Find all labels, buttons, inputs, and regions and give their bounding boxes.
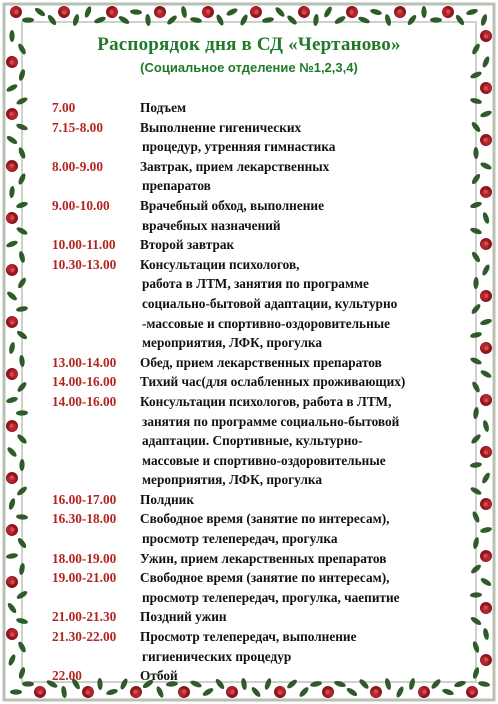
activity-line: мероприятия, ЛФК, прогулка — [142, 335, 323, 351]
leaf-ornament — [7, 653, 17, 666]
leaf-ornament — [130, 9, 142, 15]
page-subtitle: (Социальное отделение №1,2,3,4) — [140, 60, 358, 75]
leaf-ornament — [421, 6, 426, 18]
rose-ornament — [4, 574, 20, 590]
rose-ornament — [478, 392, 495, 409]
rose-ornament — [80, 684, 97, 701]
schedule-row — [52, 392, 472, 490]
schedule-time: 19.00-21.00 — [52, 570, 117, 586]
rose-ornament — [479, 341, 492, 354]
schedule-row — [52, 568, 472, 607]
schedule-activity — [140, 255, 472, 353]
rose-ornament — [4, 522, 21, 539]
leaf-ornament — [480, 526, 493, 534]
rose-ornament — [5, 263, 19, 277]
leaf-ornament — [479, 369, 492, 379]
leaf-ornament — [323, 6, 334, 19]
rose-ornament — [480, 238, 493, 251]
leaf-ornament — [473, 407, 480, 420]
rose-ornament — [177, 685, 192, 700]
schedule-activity — [140, 98, 472, 118]
schedule-row — [52, 509, 472, 548]
schedule-activity — [140, 666, 472, 686]
activity-line: просмотр телепередач, прогулка, чаепитие — [142, 589, 400, 605]
leaf-ornament — [346, 686, 359, 697]
rose-ornament — [6, 108, 19, 121]
leaf-ornament — [481, 263, 491, 276]
leaf-ornament — [22, 17, 34, 22]
schedule-time: 9.00-10.00 — [52, 197, 110, 213]
leaf-ornament — [6, 602, 17, 615]
activity-line: социально-бытовой адаптации, культурно — [142, 295, 398, 311]
schedule-row — [52, 490, 472, 510]
activity-line: Консультации психологов, — [140, 256, 300, 272]
activity-line: Консультации психологов, работа в ЛТМ, — [140, 393, 392, 409]
activity-line: Свободное время (занятие по интересам), — [140, 570, 390, 586]
leaf-ornament — [480, 577, 493, 588]
leaf-ornament — [473, 147, 479, 159]
leaf-ornament — [19, 459, 25, 471]
schedule-time: 21.00-21.30 — [52, 609, 117, 625]
activity-line: Выполнение гигенических — [140, 119, 302, 135]
leaf-ornament — [106, 688, 119, 696]
schedule-activity — [140, 490, 472, 510]
activity-line: мероприятия, ЛФК, прогулка — [142, 472, 323, 488]
leaf-ornament — [18, 251, 26, 264]
rose-ornament — [5, 627, 18, 640]
rose-ornament — [464, 684, 480, 700]
leaf-ornament — [473, 277, 479, 289]
leaf-ornament — [202, 687, 215, 698]
rose-ornament — [416, 684, 432, 700]
activity-line: Завтрак, прием лекарственных — [140, 158, 330, 174]
page-title: Распорядок дня в СД «Чертаново» — [97, 34, 401, 55]
leaf-ornament — [395, 685, 405, 698]
leaf-ornament — [166, 14, 178, 26]
schedule-time: 13.00-14.00 — [52, 354, 117, 370]
rose-ornament — [478, 600, 495, 617]
rose-ornament — [5, 471, 19, 485]
leaf-ornament — [239, 13, 249, 26]
rose-ornament — [478, 496, 495, 513]
leaf-ornament — [478, 680, 491, 687]
schedule-time: 22.00 — [52, 668, 82, 684]
leaf-ornament — [384, 14, 392, 27]
schedule-time: 14.00-16.00 — [52, 393, 117, 409]
leaf-ornament — [454, 14, 465, 27]
rose-ornament — [5, 419, 20, 434]
rose-ornament — [249, 5, 263, 19]
rose-ornament — [4, 366, 21, 383]
schedule-time: 7.00 — [52, 100, 76, 115]
rose-ornament — [479, 549, 493, 563]
schedule-row — [52, 98, 472, 118]
rose-ornament — [321, 685, 334, 698]
leaf-ornament — [441, 688, 454, 697]
schedule-time: 10.00-11.00 — [52, 237, 116, 253]
schedule-activity — [140, 549, 472, 569]
schedule-time: 21.30-22.00 — [52, 629, 117, 645]
rose-ornament — [4, 314, 19, 329]
leaf-ornament — [9, 186, 15, 198]
leaf-ornament — [16, 305, 29, 312]
leaf-ornament — [406, 14, 417, 27]
rose-ornament — [128, 684, 144, 700]
leaf-ornament — [482, 628, 489, 641]
leaf-ornament — [472, 537, 480, 550]
schedule-row — [52, 118, 472, 157]
leaf-ornament — [34, 6, 47, 17]
leaf-ornament — [357, 15, 370, 24]
leaf-ornament — [215, 13, 225, 26]
rose-ornament — [274, 686, 286, 698]
leaf-ornament — [83, 5, 92, 18]
schedule-activity — [140, 118, 472, 157]
rose-ornament — [10, 6, 22, 18]
activity-line: препаратов — [142, 178, 211, 194]
schedule-row — [52, 372, 472, 392]
leaf-ornament — [72, 14, 80, 27]
leaf-ornament — [471, 510, 481, 523]
schedule-activity — [140, 607, 472, 627]
leaf-ornament — [6, 290, 19, 302]
rose-ornament — [478, 80, 495, 97]
leaf-ornament — [6, 446, 18, 458]
leaf-ornament — [8, 497, 17, 510]
leaf-ornament — [466, 8, 479, 16]
activity-line: Тихий час(для ослабленных проживающих) — [140, 374, 406, 390]
schedule-row — [52, 255, 472, 353]
activity-line: -массовые и спортивно-оздоровительные — [142, 315, 391, 331]
leaf-ornament — [313, 14, 319, 26]
leaf-ornament — [6, 552, 19, 559]
rose-ornament — [478, 288, 495, 305]
schedule-activity — [140, 392, 472, 490]
schedule-row — [52, 157, 472, 196]
schedule-activity — [140, 627, 472, 666]
schedule-activity — [140, 157, 472, 196]
rose-ornament — [4, 210, 21, 227]
activity-line: Просмотр телепередач, выполнение — [140, 629, 357, 645]
leaf-ornament — [18, 563, 25, 576]
activity-line: гигиенических процедур — [142, 648, 292, 664]
schedule-activity — [140, 353, 472, 373]
schedule-activity — [140, 235, 472, 255]
schedule-time: 7.15-8.00 — [52, 119, 103, 135]
schedule-activity — [140, 196, 472, 235]
leaf-ornament — [334, 15, 347, 26]
activity-line: Второй завтрак — [140, 237, 235, 253]
activity-line: массовые и спортивно-оздоровительные — [142, 452, 386, 468]
schedule-time: 18.00-19.00 — [52, 550, 117, 566]
leaf-ornament — [19, 355, 25, 367]
schedule-row — [52, 607, 472, 627]
leaf-ornament — [370, 8, 383, 16]
rose-ornament — [478, 184, 495, 201]
leaf-ornament — [93, 15, 106, 24]
schedule-row — [52, 235, 472, 255]
leaf-ornament — [46, 14, 57, 27]
rose-ornament — [57, 5, 72, 20]
schedule-time: 8.00-9.00 — [52, 158, 103, 174]
leaf-ornament — [17, 146, 26, 159]
schedule-time: 16.00-17.00 — [52, 491, 117, 507]
daily-schedule — [52, 98, 472, 686]
activity-line: процедур, утренняя гимнастика — [142, 139, 336, 155]
rose-ornament — [392, 4, 409, 21]
activity-line: Свободное время (занятие по интересам), — [140, 511, 390, 527]
leaf-ornament — [250, 686, 262, 699]
leaf-ornament — [479, 109, 492, 118]
leaf-ornament — [225, 7, 238, 17]
rose-ornament — [479, 653, 493, 667]
leaf-ornament — [472, 666, 481, 679]
schedule-activity — [140, 509, 472, 548]
activity-line: занятия по программе социально-бытовой — [142, 413, 400, 429]
schedule-time: 14.00-16.00 — [52, 374, 117, 390]
rose-ornament — [4, 158, 20, 174]
leaf-ornament — [18, 666, 27, 679]
leaf-ornament — [8, 342, 16, 355]
activity-line: Ужин, прием лекарственных препаратов — [140, 550, 387, 566]
leaf-ornament — [274, 6, 286, 18]
activity-line: просмотр телепередач, прогулка — [142, 531, 338, 547]
leaf-ornament — [5, 239, 18, 248]
leaf-ornament — [5, 83, 18, 93]
leaf-ornament — [180, 6, 187, 19]
rose-ornament — [297, 5, 310, 18]
schedule-row — [52, 549, 472, 569]
leaf-ornament — [61, 686, 68, 699]
activity-line: работа в ЛТМ, занятия по программе — [142, 276, 369, 292]
activity-line: Поздний ужин — [140, 609, 227, 625]
leaf-ornament — [481, 472, 492, 485]
leaf-ornament — [479, 161, 492, 171]
schedule-activity — [140, 568, 472, 607]
leaf-ornament — [6, 396, 19, 404]
rose-ornament — [200, 4, 216, 20]
leaf-ornament — [118, 15, 131, 26]
leaf-ornament — [22, 681, 34, 686]
rose-ornament — [104, 4, 121, 21]
activity-line: Обед, прием лекарственных препаратов — [140, 354, 382, 370]
activity-line: Полдник — [140, 491, 194, 507]
leaf-ornament — [480, 318, 493, 326]
rose-ornament — [369, 685, 384, 700]
schedule-row — [52, 353, 472, 373]
rose-ornament — [440, 4, 457, 21]
rose-ornament — [344, 4, 360, 20]
activity-line: Врачебный обход, выполнение — [140, 197, 324, 213]
leaf-ornament — [482, 420, 490, 433]
leaf-ornament — [472, 640, 481, 653]
activity-line: Отбой — [140, 668, 178, 684]
leaf-ornament — [482, 211, 491, 224]
activity-line: врачебных назначений — [142, 217, 281, 233]
activity-line: Подъем — [140, 100, 187, 115]
schedule-activity — [140, 372, 472, 392]
activity-line: адаптации. Спортивные, культурно- — [142, 433, 363, 449]
schedule-row — [52, 196, 472, 235]
leaf-ornament — [16, 514, 28, 520]
schedule-time: 16.30-18.00 — [52, 511, 117, 527]
rose-ornament — [32, 684, 49, 701]
leaf-ornament — [145, 14, 151, 26]
rose-ornament — [225, 685, 239, 699]
leaf-ornament — [298, 686, 310, 698]
schedule-row — [52, 666, 472, 686]
leaf-ornament — [6, 134, 19, 145]
rose-ornament — [479, 445, 493, 459]
leaf-ornament — [286, 14, 298, 26]
leaf-ornament — [480, 14, 488, 27]
leaf-ornament — [155, 685, 165, 698]
rose-ornament — [480, 134, 492, 146]
schedule-time: 10.30-13.00 — [52, 256, 117, 272]
schedule-row — [52, 627, 472, 666]
rose-ornament — [152, 4, 169, 21]
leaf-ornament — [10, 689, 22, 694]
leaf-ornament — [16, 410, 28, 416]
